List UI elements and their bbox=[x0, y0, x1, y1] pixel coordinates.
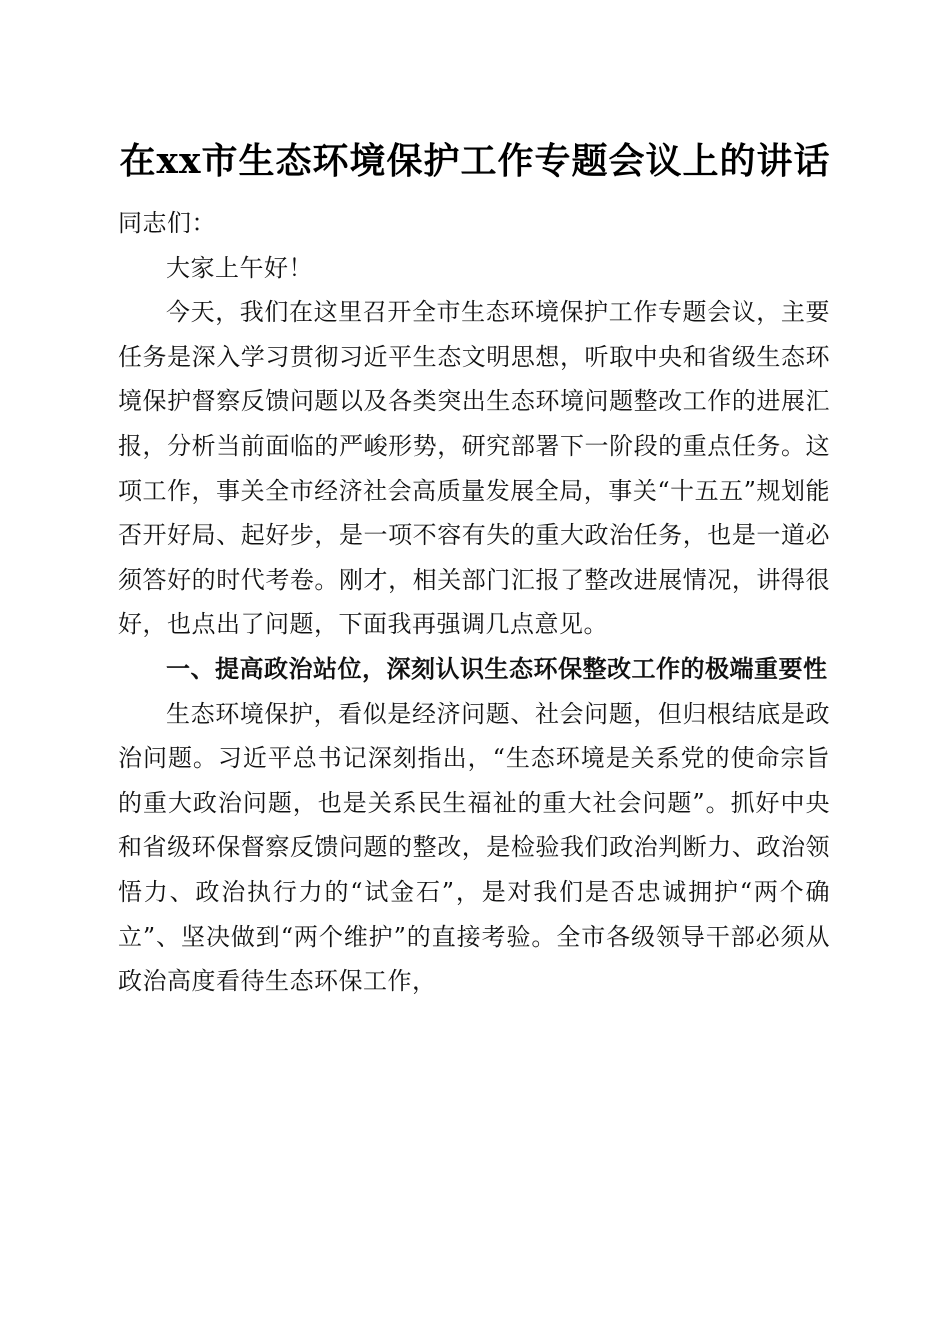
section-heading-1: 一、提高政治站位，深刻认识生态环保整改工作的极端重要性 bbox=[166, 654, 828, 683]
salutation: 同志们： bbox=[118, 209, 216, 237]
paragraph-section-1: 生态环境保护，看似是经济问题、社会问题，但归根结底是政治问题。习近平总书记深刻指出，“生态环境是关系党的使命宗旨的重大政治问题，也是关系民生福祉的重大社会问题”。抓好中央和省级环保督察反馈问题的整改，是检验我们政治判断力、政治领悟力、政治执行力的“试金石”，是对我们是否忠诚拥护“两个确立”、坚决做到“两个维护”的直接考验。全市各级领导干部必须从政治高度看待生态环保工作， bbox=[118, 699, 830, 996]
greeting: 大家上午好！ bbox=[166, 253, 313, 282]
document-body bbox=[118, 201, 830, 1004]
paragraph-intro: 今天，我们在这里召开全市生态环境保护工作专题会议，主要任务是深入学习贯彻习近平生态文明思想，听取中央和省级生态环境保护督察反馈问题以及各类突出生态环境问题整改工作的进展汇报，分析当前面临的严峻形势，研究部署下一阶段的重点任务。这项工作，事关全市经济社会高质量发展全局，事关“十五五”规划能否开好局、起好步，是一项不容有失的重大政治任务，也是一道必须答好的时代考卷。刚才，相关部门汇报了整改进展情况，讲得很好，也点出了问题，下面我再强调几点意见。 bbox=[118, 298, 830, 639]
document-title: 在xx市生态环境保护工作专题会议上的讲话 bbox=[119, 140, 831, 182]
